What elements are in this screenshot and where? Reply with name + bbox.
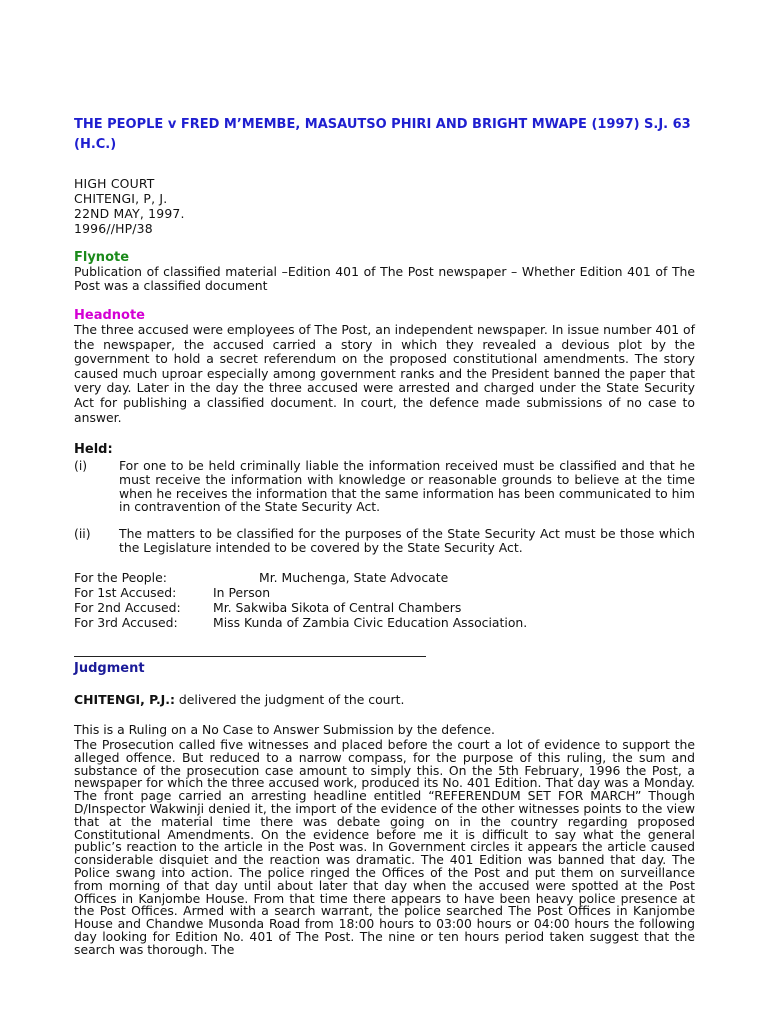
judgment-paragraph: The Prosecution called five witnesses and placed before the court a lot of evidence to support the alleged offence. But reduced to a narrow compass, for the purpose of this ruling, the sum and substance of the prosecution case amount to simply this. On the 5th February, 1996 the Post, a newspaper for which the three accused work, produced its No. 401 Edition. That day was a Monday. The front page carried an arresting headline entitled “REFERENDUM SET FOR MARCH” Though D/Inspector Wakwinji denied it, the import of the evidence of the other witnesses points to the view that at the material time there was debate going on in the country regarding proposed Constitutional Amendments. On the evidence before me it is difficult to say what the general public’s reaction to the article in the Post was. In Government circles it appears the article caused considerable disquiet and the reaction was dramatic. The 401 Edition was banned that day. The Police swang into action. The police ringed the Offices of the Post and put them on surveillance from morning of that day until about later that day when the accused were spotted at the Post Offices in Kanjombe House. From that time there appears to have been heavy police presence at the Post Offices. Armed with a search warrant, the police searched The Post Offices in Kanjombe House and Chandwe Musonda Road from 18:00 hours to 03:00 hours or 04:00 hours the following day looking for Edition No. 401 of The Post. The nine or ten hours period taken suggest that the search was thorough. The: [74, 737, 695, 957]
counsel-value: Mr. Muchenga, State Advocate: [259, 570, 449, 585]
judgment-intro: [74, 692, 404, 707]
delivered-text: delivered the judgment of the court.: [174, 692, 405, 707]
judgment-paragraph: This is a Ruling on a No Case to Answer Submission by the defence.: [74, 722, 495, 737]
court-name: HIGH COURT: [74, 176, 155, 191]
counsel-value: In Person: [213, 585, 271, 600]
case-title: THE PEOPLE v FRED M’MEMBE, MASAUTSO PHIRI AND BRIGHT MWAPE (1997) S.J. 63 (H.C.): [74, 117, 691, 152]
counsel-label: For the People:: [74, 570, 167, 585]
counsel-value: Mr. Sakwiba Sikota of Central Chambers: [213, 600, 462, 615]
flynote-heading: Flynote: [74, 250, 130, 265]
counsel-value: Miss Kunda of Zambia Civic Education Association.: [213, 615, 528, 630]
judge-label: CHITENGI, P.J.:: [74, 692, 175, 707]
held-heading: Held:: [74, 442, 113, 457]
section-divider: [74, 656, 426, 657]
headnote-heading: Headnote: [74, 308, 145, 323]
court-info: [74, 176, 185, 236]
judge-name: CHITENGI, P, J.: [74, 191, 168, 206]
held-item-number: (ii): [74, 526, 91, 541]
case-number: 1996//HP/38: [74, 221, 153, 236]
judgment-heading: Judgment: [74, 661, 145, 676]
held-item-text: The matters to be classified for the purposes of the State Security Act must be those which the Legislature intended to be covered by the State Security Act.: [119, 526, 695, 555]
flynote-text: Publication of classified material –Edition 401 of The Post newspaper – Whether Edition 401 of The Post was a classified document: [74, 264, 695, 293]
held-item-number: (i): [74, 458, 88, 473]
decision-date: 22ND MAY, 1997.: [74, 206, 185, 221]
counsel-label: For 1st Accused:: [74, 585, 177, 600]
held-item-text: For one to be held criminally liable the information received must be classified and that he must receive the information with knowledge or reasonable grounds to believe at the time when he receives the information that the same information has been communicated to him in contravention of the State Security Act.: [119, 458, 695, 515]
counsel-label: For 3rd Accused:: [74, 615, 178, 630]
headnote-text: The three accused were employees of The Post, an independent newspaper. In issue number 401 of the newspaper, the accused carried a story in which they revealed a devious plot by the government to hold a secret referendum on the proposed constitutional amendments. The story caused much uproar especially among government ranks and the President banned the paper that very day. Later in the day the three accused were arrested and charged under the State Security Act for publishing a classified document. In court, the defence made submissions of no case to answer.: [74, 322, 695, 425]
counsel-label: For 2nd Accused:: [74, 600, 181, 615]
